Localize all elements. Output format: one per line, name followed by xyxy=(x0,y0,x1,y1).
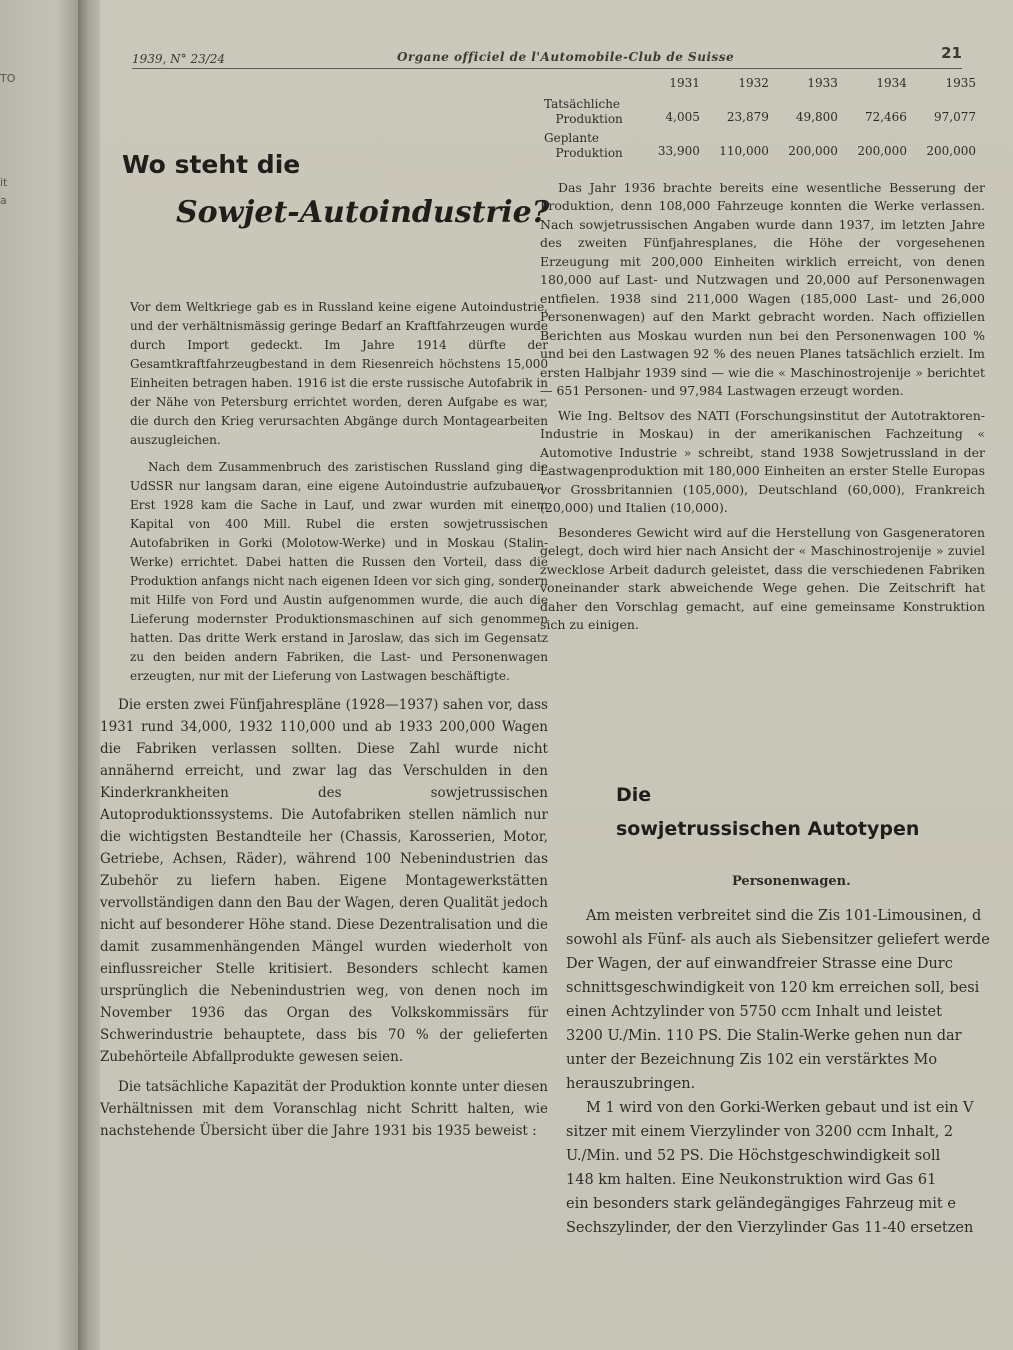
right-column xyxy=(540,72,985,641)
text-line: unter der Bezeichnung Zis 102 ein verstärktes Mo xyxy=(566,1052,938,1068)
table-row xyxy=(540,95,980,129)
year-header: 1935 xyxy=(945,76,976,90)
table-header-row xyxy=(540,72,980,95)
text-line: sitzer mit einem Vierzylinder von 3200 ccm Inhalt, 2 xyxy=(566,1124,954,1140)
table-cell: 110,000 xyxy=(719,144,769,158)
body-paragraph: Wie Ing. Beltsov des NATI (Forschungsinstitut der Autotraktoren-Industrie in Moskau) in der amerikanischen Fachzeitung « Automotive Industrie » schreibt, stand 1938 Sowjetrussland in der Lastwagenproduktion mit 180,000 Einheiten an erster Stelle Europas vor Grossbritannien (105,000), Deutschland (60,000), Frankreich (20,000) und Italien (10,000). xyxy=(540,407,985,515)
table-cell: 49,800 xyxy=(795,110,838,124)
left-column xyxy=(100,298,548,1150)
text-line: Der Wagen, der auf einwandfreier Strasse eine Durc xyxy=(566,956,953,972)
text-line: sowohl als Fünf- als auch als Siebensitzer geliefert werde xyxy=(566,932,990,948)
article-body xyxy=(100,694,548,1142)
issue-number: 1939, N° 23/24 xyxy=(132,52,226,66)
table-row xyxy=(540,129,980,163)
text-line: Sechszylinder, der den Vierzylinder Gas 11-40 ersetzen xyxy=(566,1220,974,1236)
text-line: herauszubringen. xyxy=(566,1076,696,1092)
previous-page-edge xyxy=(0,0,80,1350)
article-title-line2: Sowjet-Autoindustrie? xyxy=(176,195,550,230)
page-number: 21 xyxy=(941,44,962,62)
section-title-line2: sowjetrussischen Autotypen xyxy=(616,818,920,840)
year-header: 1931 xyxy=(669,76,700,90)
year-header: 1932 xyxy=(738,76,769,90)
row-label: Tatsächliche Produktion xyxy=(544,96,623,126)
production-table xyxy=(540,72,980,163)
section-subheading: Personenwagen. xyxy=(732,874,851,889)
body-paragraph: Besonderes Gewicht wird auf die Herstellung von Gasgeneratoren gelegt, doch wird hier nach Ansicht der « Maschinostrojenije » zuviel zwecklose Arbeit dadurch geleistet, dass die verschiedenen Fabriken voneinander stark abweichende Wege gehen. Die Zeitschrift hat daher den Vorschlag gemacht, auf eine gemeinsame Konstruktion sich zu einigen. xyxy=(540,524,985,632)
table-cell: 33,900 xyxy=(657,144,700,158)
text-line: 148 km halten. Eine Neukonstruktion wird Gas 61 xyxy=(566,1172,937,1188)
publication-name: Organe officiel de l'Automobile-Club de Suisse xyxy=(397,50,735,64)
table-cell: 4,005 xyxy=(665,110,700,124)
table-cell: 23,879 xyxy=(726,110,769,124)
text-line: einen Achtzylinder von 5750 ccm Inhalt und leistet xyxy=(566,1004,942,1020)
prev-page-fragment: TO xyxy=(0,72,16,85)
table-cell: 97,077 xyxy=(934,110,976,124)
text-line: Am meisten verbreitet sind die Zis 101-Limousinen, d xyxy=(586,908,982,924)
body-paragraph: Das Jahr 1936 brachte bereits eine wesentliche Besserung der Produktion, denn 108,000 Fahrzeuge konnten die Werke verlassen. Nach sowjetrussischen Angaben wurde dann 1937, im letzten Jahre des zweiten Fünfjahresplanes, die Höhe der vorgesehenen Erzeugung mit 200,000 Einheiten wirklich erreicht, von denen 180,000 auf Last- und Nutzwagen und 20,000 auf Personenwagen entfielen. 1938 sind 211,000 Wagen (185,000 Last- und 26,000 Personenwagen) auf den Markt gebracht worden. Nach offiziellen Berichten aus Moskau wurden nun bei den Personenwagen 100 % und bei den Lastwagen 92 % des neuen Planes tatsächlich erzielt. Im ersten Halbjahr 1939 sind — wie die « Maschinostrojenije » berichtet — 651 Personen- und 97,984 Lastwagen erzeugt worden. xyxy=(540,179,985,398)
article-lead xyxy=(100,298,548,686)
year-header: 1933 xyxy=(807,76,838,90)
section-body xyxy=(566,904,1013,1240)
prev-page-fragment: it xyxy=(0,176,8,189)
year-header: 1934 xyxy=(876,76,907,90)
section-title-line1: Die xyxy=(616,784,652,806)
table-cell: 200,000 xyxy=(926,144,976,158)
lead-paragraph: Nach dem Zusammenbruch des zaristischen Russland ging die UdSSR nur langsam daran, eine eigene Autoindustrie aufzubauen. Erst 1928 kam die Sache in Lauf, und zwar wurden mit einem Kapital von 400 Mill. Rubel die ersten sowjetrussischen Autofabriken in Gorki (Molotow-Werke) und in Moskau (Stalin-Werke) errichtet. Dabei hatten die Russen den Vorteil, dass die Produktion anfangs nicht nach eigenen Ideen vor sich ging, sondern mit Hilfe von Ford und Austin aufgenommen wurde, die auch die Lieferung modernster Produktionsmaschinen auf sich genommen hatten. Das dritte Werk erstand in Jaroslaw, das sich im Gegensatz zu den beiden andern Fabriken, die Last- und Personenwagen erzeugten, nur mit der Lieferung von Lastwagen beschäftigte. xyxy=(130,460,548,683)
running-header xyxy=(132,46,962,69)
table-cell: 72,466 xyxy=(864,110,907,124)
text-line: U./Min. und 52 PS. Die Höchstgeschwindigkeit soll xyxy=(566,1148,941,1164)
magazine-page xyxy=(100,0,1013,1350)
text-line: ein besonders stark geländegängiges Fahrzeug mit e xyxy=(566,1196,956,1212)
body-paragraph: Die ersten zwei Fünfjahrespläne (1928—1937) sahen vor, dass 1931 rund 34,000, 1932 110,000 und ab 1933 200,000 Wagen die Fabriken verlassen sollten. Diese Zahl wurde nicht annähernd erreicht, und zwar lag das Verschulden in den Kinderkrankheiten des sowjetrussischen Autoproduktionssystems. Die Autofabriken stellen nämlich nur die wichtigsten Bestandteile her (Chassis, Karosserien, Motor, Getriebe, Achsen, Räder), während 100 Nebenindustrien das Zubehör zu liefern haben. Eigene Montagewerkstätten vervollständigen dann den Bau der Wagen, deren Qualität jedoch nicht auf besonderer Höhe stand. Diese Dezentralisation und die damit zusammenhängenden Mängel wurden wiederholt von einflussreicher Stelle kritisiert. Besonders schlecht kamen ursprünglich die Nebenindustrien weg, von denen noch im November 1936 das Organ des Volkskommissärs für Schwerindustrie behauptete, dass bis 70 % der gelieferten Zubehörteile Abfallprodukte gewesen seien. xyxy=(100,697,549,1065)
text-line: M 1 wird von den Gorki-Werken gebaut und ist ein V xyxy=(586,1100,974,1116)
prev-page-fragment: a xyxy=(0,194,7,207)
section-title xyxy=(616,778,919,846)
row-label: Geplante Produktion xyxy=(544,130,623,160)
article-title-line1: Wo steht die xyxy=(122,150,301,179)
table-cell: 200,000 xyxy=(857,144,907,158)
lead-paragraph: Vor dem Weltkriege gab es in Russland keine eigene Autoindustrie, und der verhältnismässig geringe Bedarf an Kraftfahrzeugen wurde durch Import gedeckt. Im Jahre 1914 dürfte der Gesamtkraftfahrzeugbestand in dem Riesenreich höchstens 15,000 Einheiten betragen haben. 1916 ist die erste russische Autofabrik in der Nähe von Petersburg errichtet worden, deren Aufgabe es war, die durch den Krieg verursachten Abgänge durch Montagearbeiten auszugleichen. xyxy=(130,300,548,447)
table-cell: 200,000 xyxy=(788,144,838,158)
text-line: 3200 U./Min. 110 PS. Die Stalin-Werke gehen nun dar xyxy=(566,1028,962,1044)
body-paragraph: Die tatsächliche Kapazität der Produktion konnte unter diesen Verhältnissen mit dem Voranschlag nicht Schritt halten, wie nachstehende Übersicht über die Jahre 1931 bis 1935 beweist : xyxy=(100,1079,548,1139)
text-line: schnittsgeschwindigkeit von 120 km erreichen soll, besi xyxy=(566,980,980,996)
